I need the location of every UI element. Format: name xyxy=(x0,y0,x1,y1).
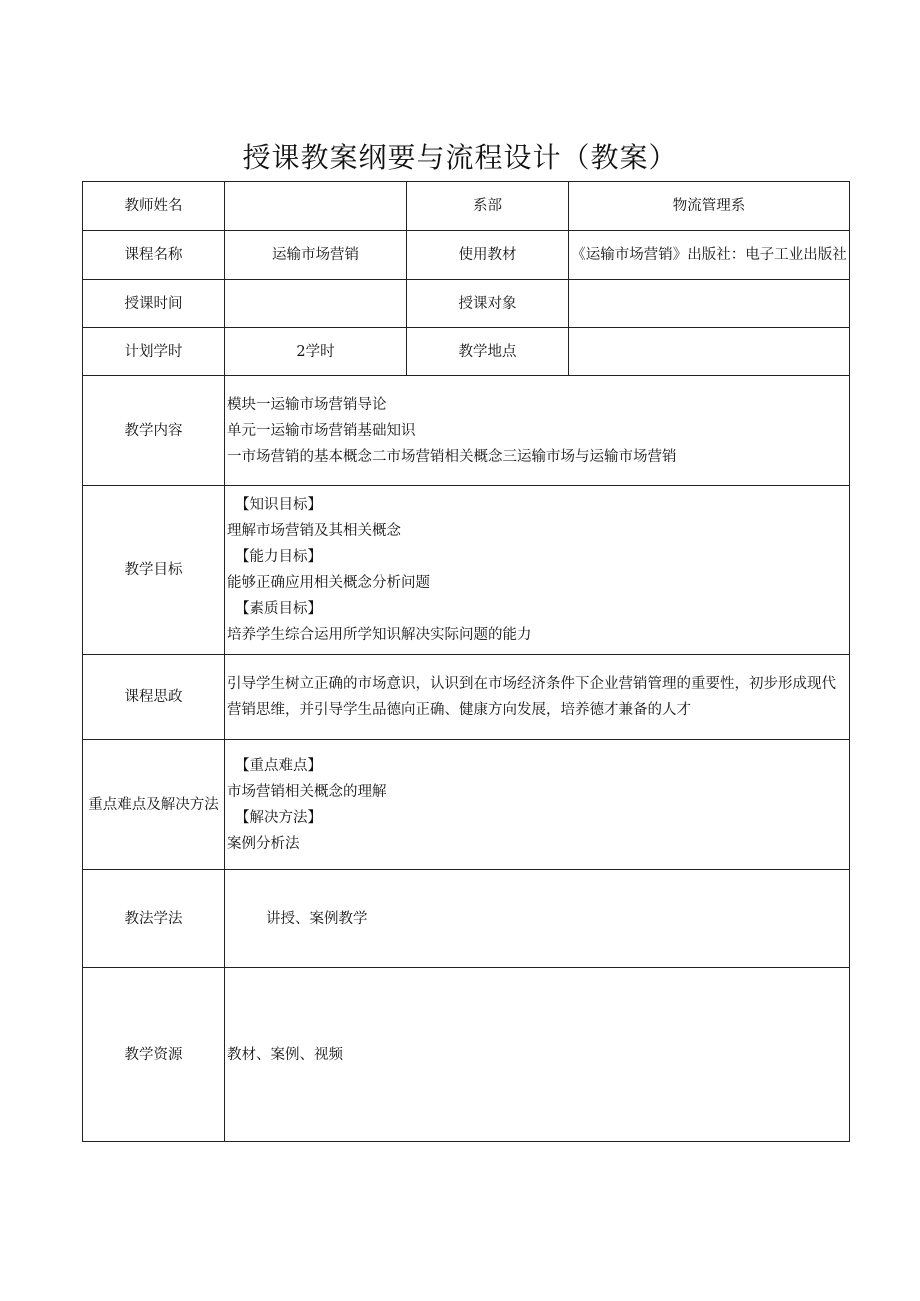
planned-hours-value: 2学时 xyxy=(225,328,407,376)
row-time xyxy=(83,280,850,328)
course-name-label: 课程名称 xyxy=(83,231,225,280)
audience-value xyxy=(569,280,850,328)
department-label: 系部 xyxy=(407,182,569,231)
teaching-content-label: 教学内容 xyxy=(83,376,225,486)
teaching-methods-value: 讲授、案例教学 xyxy=(266,910,368,927)
location-value xyxy=(569,328,850,376)
row-ideology xyxy=(83,655,850,740)
course-ideology-text: 引导学生树立正确的市场意识，认识到在市场经济条件下企业营销管理的重要性，初步形成现代营销思维，并引导学生品德向正确、健康方向发展，培养德才兼备的人才 xyxy=(225,655,850,740)
teacher-name-label: 教师姓名 xyxy=(83,182,225,231)
teaching-resources-label: 教学资源 xyxy=(83,968,225,1142)
key-points-label: 重点难点及解决方法 xyxy=(83,740,225,870)
teaching-methods-cell xyxy=(225,870,850,968)
planned-hours-label: 计划学时 xyxy=(83,328,225,376)
lesson-plan-table xyxy=(82,181,850,1142)
department-value: 物流管理系 xyxy=(569,182,850,231)
location-label: 教学地点 xyxy=(407,328,569,376)
course-ideology-label: 课程思政 xyxy=(83,655,225,740)
document-title: 授课教案纲要与流程设计（教案） xyxy=(242,141,678,174)
teaching-resources-value: 教材、案例、视频 xyxy=(225,968,850,1142)
teaching-time-label: 授课时间 xyxy=(83,280,225,328)
row-hours xyxy=(83,328,850,376)
quality-objective: 培养学生综合运用所学知识解决实际问题的能力 xyxy=(227,627,532,643)
knowledge-objective: 理解市场营销及其相关概念 xyxy=(227,523,401,539)
content-line: 一市场营销的基本概念二市场营销相关概念三运输市场与运输市场营销 xyxy=(227,448,677,465)
key-points-cell xyxy=(225,740,850,870)
row-content xyxy=(83,376,850,486)
key-points-heading: 【重点难点】 xyxy=(235,757,322,774)
method-text: 案例分析法 xyxy=(227,835,300,852)
teaching-methods-label: 教法学法 xyxy=(83,870,225,968)
knowledge-heading: 【知识目标】 xyxy=(235,497,322,513)
content-line: 单元一运输市场营销基础知识 xyxy=(227,422,416,439)
teacher-name-value xyxy=(225,182,407,231)
teaching-content-cell xyxy=(225,376,850,486)
row-teacher xyxy=(83,182,850,231)
row-course xyxy=(83,231,850,280)
textbook-value: 《运输市场营销》出版社：电子工业出版社 xyxy=(569,231,850,280)
audience-label: 授课对象 xyxy=(407,280,569,328)
teaching-time-value xyxy=(225,280,407,328)
row-key-points xyxy=(83,740,850,870)
row-objectives xyxy=(83,486,850,655)
textbook-label: 使用教材 xyxy=(407,231,569,280)
ability-heading: 【能力目标】 xyxy=(235,549,322,565)
row-resources xyxy=(83,968,850,1142)
teaching-objectives-cell xyxy=(225,486,850,655)
method-heading: 【解决方法】 xyxy=(235,809,322,826)
key-points-text: 市场营销相关概念的理解 xyxy=(227,783,387,800)
ability-objective: 能够正确应用相关概念分析问题 xyxy=(227,575,430,591)
course-name-value: 运输市场营销 xyxy=(225,231,407,280)
content-line: 模块一运输市场营销导论 xyxy=(227,396,387,413)
quality-heading: 【素质目标】 xyxy=(235,601,322,617)
row-methods xyxy=(83,870,850,968)
teaching-objectives-label: 教学目标 xyxy=(83,486,225,655)
